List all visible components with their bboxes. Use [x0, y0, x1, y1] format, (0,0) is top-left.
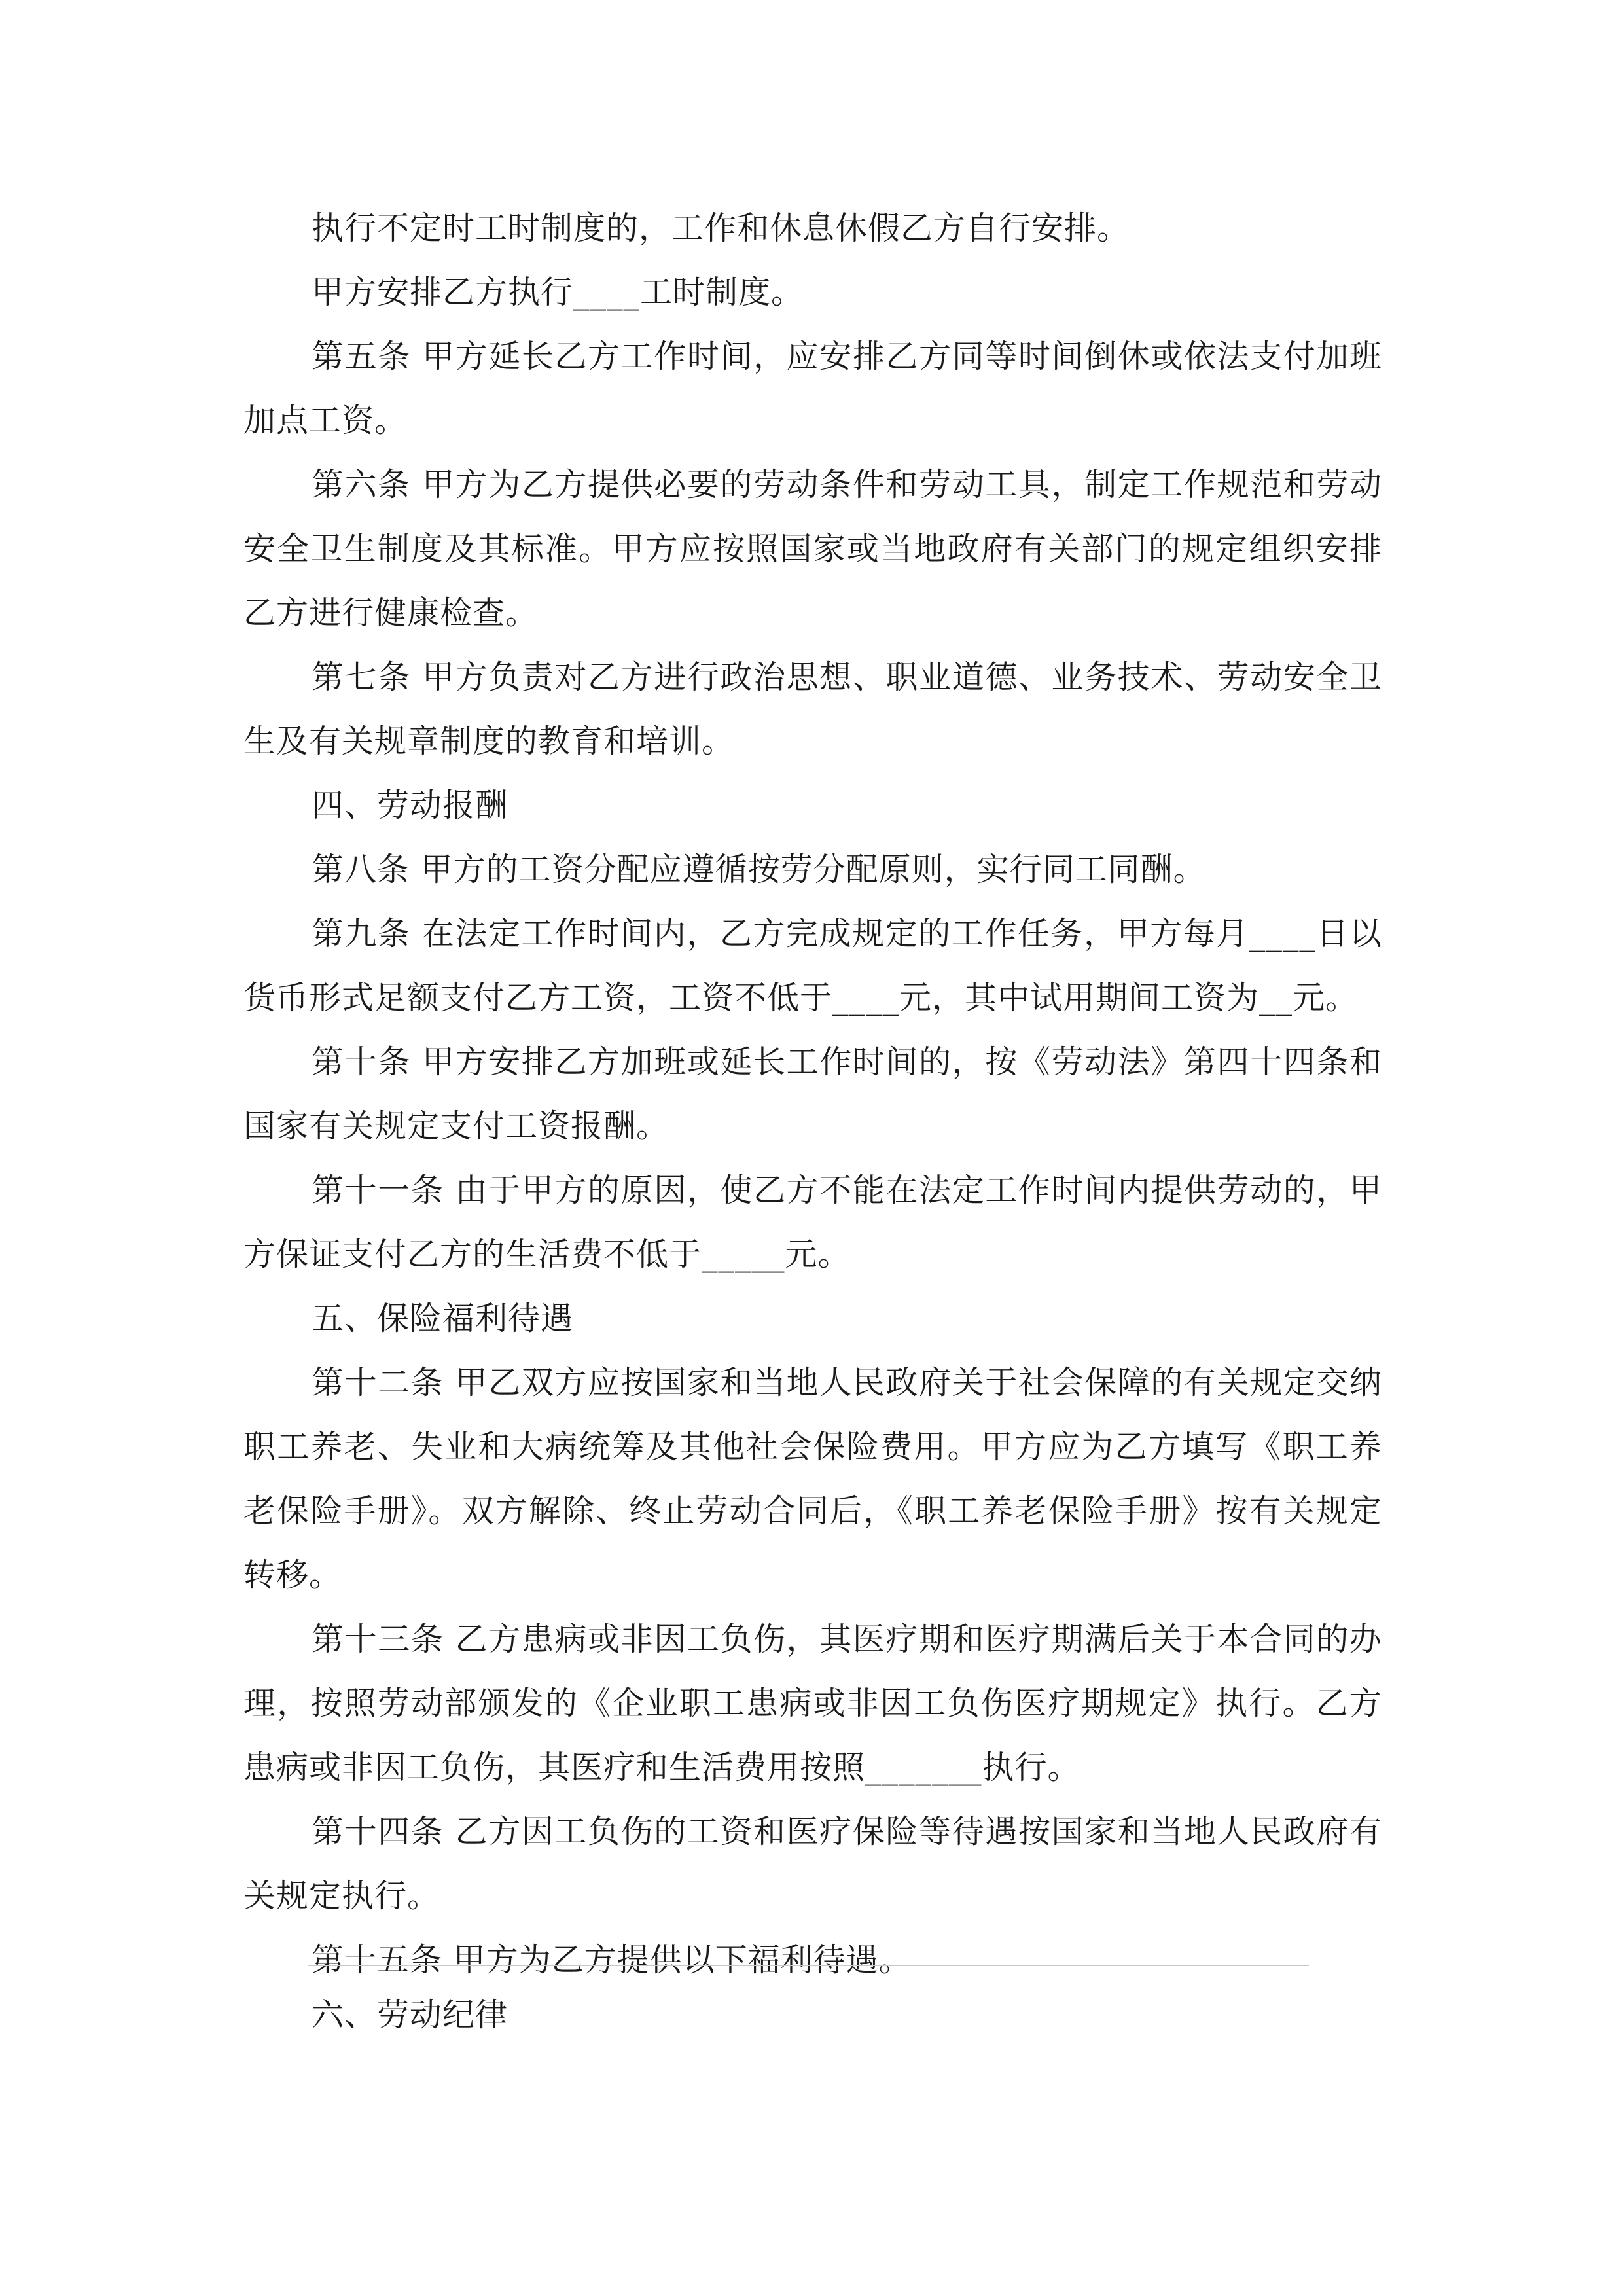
article-7: 第七条 甲方负责对乙方进行政治思想、职业道德、业务技术、劳动安全卫生及有关规章制度的教育和培训。	[243, 658, 1382, 760]
horizontal-divider	[308, 1965, 1309, 1966]
document-body	[243, 196, 1382, 1992]
article-12: 第十二条 甲乙双方应按国家和当地人民政府关于社会保障的有关规定交纳职工养老、失业和大病统筹及其他社会保险费用。甲方应为乙方填写《职工养老保险手册》。双方解除、终止劳动合同后，《职工养老保险手册》按有关规定转移。	[243, 1364, 1382, 1594]
paragraph: 执行不定时工时制度的，工作和休息休假乙方自行安排。	[312, 209, 1130, 247]
article-5: 第五条 甲方延长乙方工作时间，应安排乙方同等时间倒休或依法支付加班加点工资。	[243, 338, 1382, 439]
article-10: 第十条 甲方安排乙方加班或延长工作时间的，按《劳动法》第四十四条和国家有关规定支付工资报酬。	[243, 1043, 1382, 1145]
section-heading-4: 四、劳动报酬	[312, 787, 508, 824]
article-8: 第八条 甲方的工资分配应遵循按劳分配原则，实行同工同酬。	[312, 851, 1206, 888]
section-heading-6: 六、劳动纪律	[312, 1996, 508, 2034]
section-heading-5: 五、保险福利待遇	[312, 1300, 574, 1337]
article-13: 第十三条 乙方患病或非因工负伤，其医疗期和医疗期满后关于本合同的办理，按照劳动部颁发的《企业职工患病或非因工负伤医疗期规定》执行。乙方患病或非因工负伤，其医疗和生活费用按照_______执行。	[243, 1621, 1382, 1786]
article-14: 第十四条 乙方因工负伤的工资和医疗保险等待遇按国家和当地人民政府有关规定执行。	[243, 1813, 1382, 1914]
article-11: 第十一条 由于甲方的原因，使乙方不能在法定工作时间内提供劳动的，甲方保证支付乙方的生活费不低于_____元。	[243, 1172, 1382, 1273]
article-15: 第十五条 甲方为乙方提供以下福利待遇。	[312, 1941, 912, 1979]
article-6: 第六条 甲方为乙方提供必要的劳动条件和劳动工具，制定工作规范和劳动安全卫生制度及其标准。甲方应按照国家或当地政府有关部门的规定组织安排乙方进行健康检查。	[243, 466, 1382, 632]
paragraph: 甲方安排乙方执行____工时制度。	[312, 274, 804, 311]
article-9: 第九条 在法定工作时间内，乙方完成规定的工作任务，甲方每月____日以货币形式足额支付乙方工资，工资不低于____元，其中试用期间工资为__元。	[243, 915, 1382, 1016]
